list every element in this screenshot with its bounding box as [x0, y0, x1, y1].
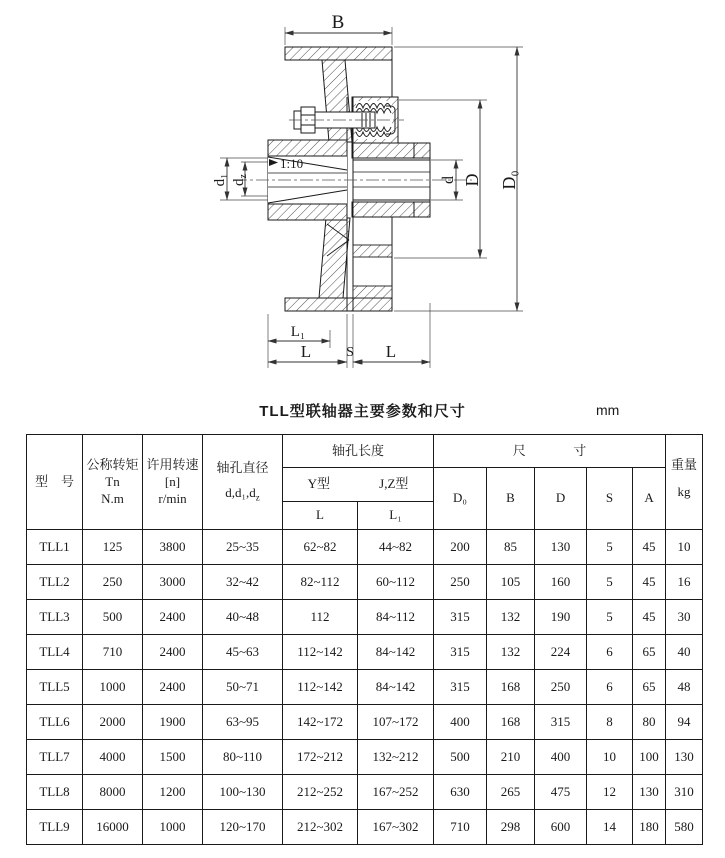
dim-label-s: S: [346, 345, 354, 360]
coupling-cross-section-drawing: [0, 0, 725, 392]
table-cell: 85: [487, 530, 535, 565]
dim-label-D: D: [462, 173, 482, 187]
table-cell: 475: [535, 775, 587, 810]
table-cell: 167~252: [358, 775, 434, 810]
header-col-b: B: [487, 468, 535, 530]
table-cell: 1500: [143, 740, 203, 775]
table-cell: TLL9: [27, 810, 83, 845]
table-cell: 94: [666, 705, 703, 740]
table-body: [27, 530, 703, 845]
unit-label: mm: [596, 402, 620, 418]
table-cell: 1000: [83, 670, 143, 705]
table-cell: 315: [434, 635, 487, 670]
table-cell: 80: [633, 705, 666, 740]
table-cell: 6: [587, 635, 633, 670]
table-cell: 168: [487, 670, 535, 705]
header-bore-length: 轴孔长度: [283, 435, 434, 468]
table-cell: 1200: [143, 775, 203, 810]
dim-label-d: d: [440, 176, 457, 184]
table-cell: 65: [633, 670, 666, 705]
table-cell: 4000: [83, 740, 143, 775]
header-model: 型 号: [27, 435, 83, 530]
table-cell: 190: [535, 600, 587, 635]
table-cell: 710: [434, 810, 487, 845]
table-cell: 62~82: [283, 530, 358, 565]
table-cell: 160: [535, 565, 587, 600]
table-cell: 5: [587, 600, 633, 635]
table-cell: 172~212: [283, 740, 358, 775]
table-cell: 2400: [143, 670, 203, 705]
table-cell: 100~130: [203, 775, 283, 810]
table-cell: 600: [535, 810, 587, 845]
table-row: [27, 705, 703, 740]
table-cell: TLL5: [27, 670, 83, 705]
table-cell: 84~142: [358, 635, 434, 670]
header-col-a: A: [633, 468, 666, 530]
table-cell: 6: [587, 670, 633, 705]
table-cell: 315: [535, 705, 587, 740]
table-row: [27, 775, 703, 810]
header-size: 尺 寸: [434, 435, 666, 468]
table-cell: 200: [434, 530, 487, 565]
table-cell: TLL1: [27, 530, 83, 565]
table-cell: 130: [666, 740, 703, 775]
table-cell: 12: [587, 775, 633, 810]
table-cell: 84~142: [358, 670, 434, 705]
table-cell: 265: [487, 775, 535, 810]
table-cell: 8: [587, 705, 633, 740]
table-cell: 40: [666, 635, 703, 670]
table-cell: 315: [434, 670, 487, 705]
table-cell: 48: [666, 670, 703, 705]
table-row: [27, 530, 703, 565]
table-cell: 25~35: [203, 530, 283, 565]
table-cell: 142~172: [283, 705, 358, 740]
dim-label-l-left: L: [300, 342, 312, 361]
table-cell: 132~212: [358, 740, 434, 775]
table-cell: 315: [434, 600, 487, 635]
header-col-l1: L₁: [358, 502, 434, 530]
table-cell: 580: [666, 810, 703, 845]
table-cell: 310: [666, 775, 703, 810]
header-col-l: L: [283, 502, 358, 530]
table-cell: 130: [535, 530, 587, 565]
page-title: TLL型联轴器主要参数和尺寸: [259, 403, 466, 420]
header-col-d0: D₀: [434, 468, 487, 530]
table-cell: 1900: [143, 705, 203, 740]
header-jz-type: J,Z型: [379, 476, 409, 492]
table-cell: 298: [487, 810, 535, 845]
table-cell: 112: [283, 600, 358, 635]
table-cell: TLL3: [27, 600, 83, 635]
table-cell: 105: [487, 565, 535, 600]
header-speed: 许用转速 [n] r/min: [143, 435, 203, 530]
dim-label-d0: D₀: [499, 170, 519, 190]
table-cell: 8000: [83, 775, 143, 810]
table-cell: 180: [633, 810, 666, 845]
table-row: [27, 670, 703, 705]
table-cell: 30: [666, 600, 703, 635]
table-cell: TLL2: [27, 565, 83, 600]
dim-label-dz: $d_z$: [231, 174, 249, 186]
table-row: [27, 740, 703, 775]
table-cell: 250: [535, 670, 587, 705]
table-cell: 60~112: [358, 565, 434, 600]
taper-label: 1:10: [280, 156, 304, 171]
table-cell: 1000: [143, 810, 203, 845]
header-col-s: S: [587, 468, 633, 530]
table-cell: 107~172: [358, 705, 434, 740]
header-y-type: Y型: [307, 476, 330, 492]
table-cell: 400: [434, 705, 487, 740]
table-cell: 10: [666, 530, 703, 565]
table-cell: 132: [487, 600, 535, 635]
header-torque: 公称转矩 Tn N.m: [83, 435, 143, 530]
table-cell: 250: [434, 565, 487, 600]
table-row: [27, 600, 703, 635]
table-cell: 65: [633, 635, 666, 670]
table-cell: 100: [633, 740, 666, 775]
table-row: [27, 635, 703, 670]
table-cell: 2400: [143, 635, 203, 670]
table-cell: 132: [487, 635, 535, 670]
table-cell: 10: [587, 740, 633, 775]
table-cell: 630: [434, 775, 487, 810]
table-cell: 2400: [143, 600, 203, 635]
table-cell: 125: [83, 530, 143, 565]
title-bar: [0, 392, 725, 434]
table-cell: 120~170: [203, 810, 283, 845]
table-cell: TLL8: [27, 775, 83, 810]
table-cell: 16: [666, 565, 703, 600]
table-cell: TLL7: [27, 740, 83, 775]
table-cell: 14: [587, 810, 633, 845]
table-cell: 5: [587, 565, 633, 600]
header-bore-diameter: 轴孔直径 $d,d_1,d_z$: [203, 435, 283, 530]
table-cell: 82~112: [283, 565, 358, 600]
dim-label-l1: L₁: [290, 324, 306, 340]
dim-label-d1: d₁: [212, 173, 228, 187]
parameter-table: [26, 434, 703, 845]
header-type-row: [283, 468, 434, 502]
table-cell: 44~82: [358, 530, 434, 565]
table-cell: 45: [633, 565, 666, 600]
table-cell: 2000: [83, 705, 143, 740]
table-cell: 112~142: [283, 670, 358, 705]
table-cell: 210: [487, 740, 535, 775]
table-cell: 710: [83, 635, 143, 670]
table-cell: TLL6: [27, 705, 83, 740]
table-cell: 112~142: [283, 635, 358, 670]
dim-label-l-right: L: [385, 342, 397, 361]
table-cell: 212~302: [283, 810, 358, 845]
table-row: [27, 565, 703, 600]
table-row: [27, 810, 703, 845]
table-cell: 84~112: [358, 600, 434, 635]
dim-label-b: B: [331, 12, 345, 33]
table-cell: 5: [587, 530, 633, 565]
table-cell: 130: [633, 775, 666, 810]
table-cell: 250: [83, 565, 143, 600]
table-cell: 3800: [143, 530, 203, 565]
table-cell: 224: [535, 635, 587, 670]
table-cell: 168: [487, 705, 535, 740]
header-weight: 重量 kg: [666, 435, 703, 530]
table-cell: 16000: [83, 810, 143, 845]
table-cell: 45: [633, 530, 666, 565]
table-cell: TLL4: [27, 635, 83, 670]
header-col-d: D: [535, 468, 587, 530]
table-cell: 50~71: [203, 670, 283, 705]
table-cell: 167~302: [358, 810, 434, 845]
table-cell: 212~252: [283, 775, 358, 810]
table-cell: 45~63: [203, 635, 283, 670]
table-cell: 80~110: [203, 740, 283, 775]
table-cell: 63~95: [203, 705, 283, 740]
table-cell: 500: [434, 740, 487, 775]
table-cell: 32~42: [203, 565, 283, 600]
table-cell: 3000: [143, 565, 203, 600]
table-cell: 40~48: [203, 600, 283, 635]
table-cell: 400: [535, 740, 587, 775]
table-cell: 45: [633, 600, 666, 635]
table-cell: 500: [83, 600, 143, 635]
